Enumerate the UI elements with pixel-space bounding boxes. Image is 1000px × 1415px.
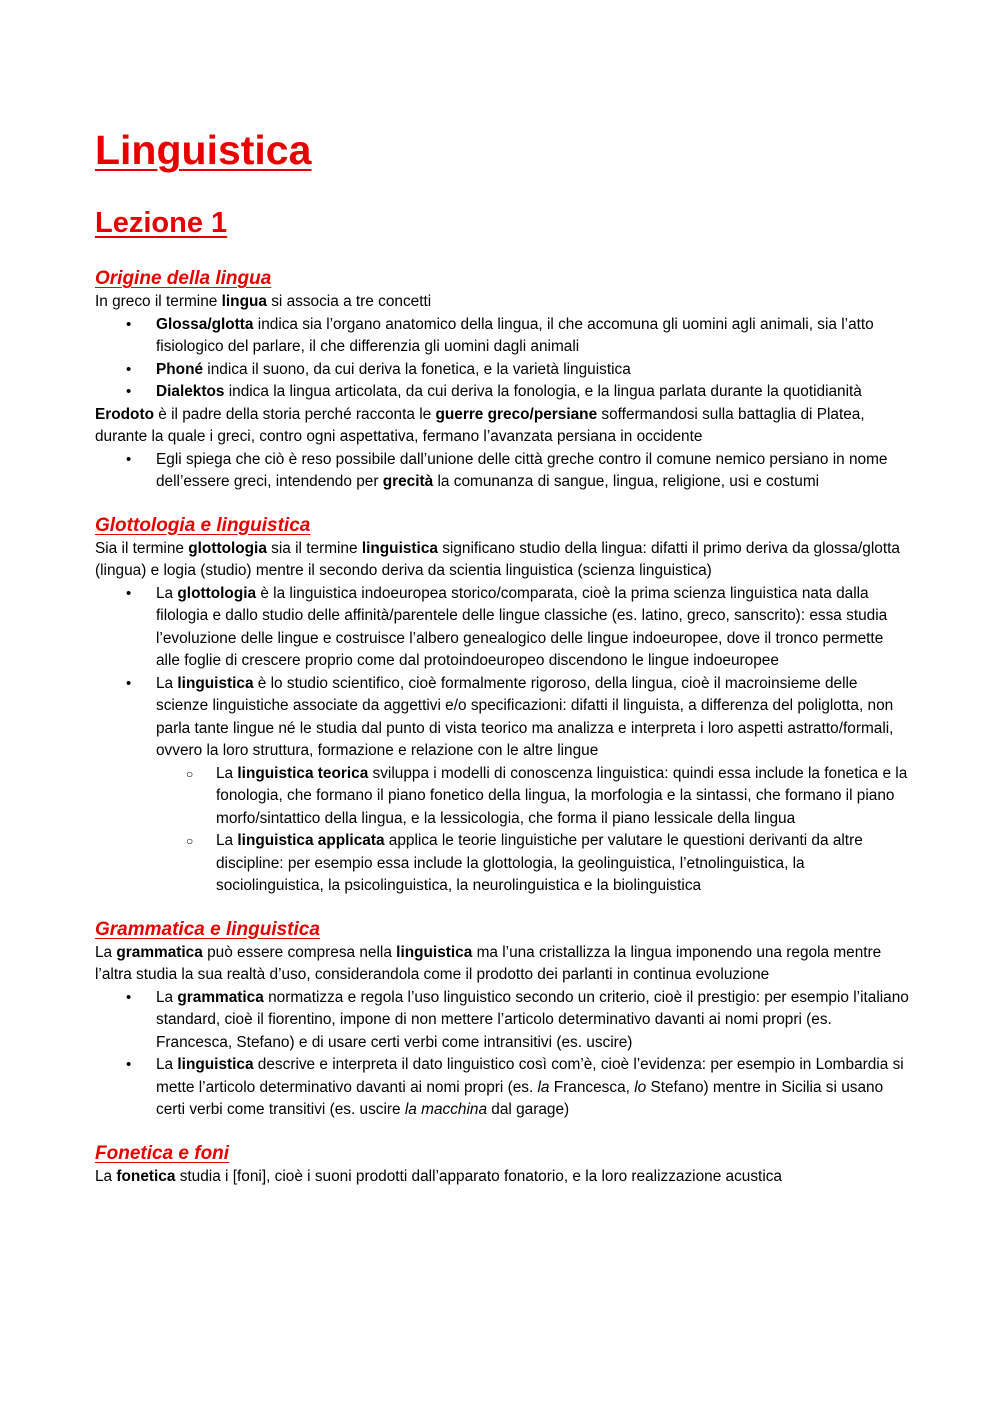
document-title: Linguistica (95, 127, 312, 173)
list-item: • Dialektos indica la lingua articolata, da cui deriva la fonologia, e la lingua parlata durante la quotidianità (95, 381, 910, 404)
sub-list-item: ○ La linguistica applicata applica le teorie linguistiche per valutare le questioni derivanti da altre discipline: per esempio essa include la glottologia, la geolinguistica, l’etnolinguistica, la sociolinguistica, la psicolinguistica, la neurolinguistica e la biolinguistica (156, 830, 910, 898)
list-item: • Phoné indica il suono, da cui deriva la fonetica, e la varietà linguistica (95, 359, 910, 382)
document-page (95, 125, 910, 1188)
bullet-list (95, 987, 910, 1122)
paragraph: La fonetica studia i [foni], cioè i suoni prodotti dall’apparato fonatorio, e la loro realizzazione acustica (95, 1167, 782, 1185)
list-item: • La linguistica è lo studio scientifico, cioè formalmente rigoroso, della lingua, cioè il macroinsieme delle scienze linguistiche associate da aggettivi e/o specificazioni: difatti il linguista, a differenza del poliglotta, non parla tante lingue né le studia dal punto di vista teorico ma analizza e interpreta i loro aspetti astratto/formali, ovvero la loro struttura, formazione e relazione con le altre lingue ○ La linguistica teorica sviluppa i modelli di conoscenza linguistica: quindi essa include la fonetica e la fonologia, che formano il piano fonetico della lingua, la morfologia e la sintassi, che formano il piano morfo/sintattico della lingua, e la lessicologia, che forma il piano lessicale della lingua ○ La linguistica applicata applica le teorie linguistiche per valutare le questioni derivanti da altre discipline: per esempio essa include la glottologia, la geolinguistica, l’etnolinguistica, la sociolinguistica, la psicolinguistica, la neurolinguistica e la biolinguistica (95, 673, 910, 898)
paragraph: La grammatica può essere compresa nella linguistica ma l’una cristallizza la lingua imponendo una regola mentre l’altra studia la sua realtà d’uso, considerandola come il prodotto dei parlanti in continua evoluzione (95, 943, 882, 983)
section-heading-origine: Origine della lingua (95, 268, 272, 289)
paragraph: Sia il termine glottologia sia il termine linguistica significano studio della lingua: difatti il primo deriva da glossa/glotta (lingua) e logia (studio) mentre il secondo deriva da scientia linguistica (scienza linguistica) (95, 539, 900, 579)
list-item: • La glottologia è la linguistica indoeuropea storico/comparata, cioè la prima scienza linguistica nata dalla filologia e dallo studio delle affinità/parentele delle lingue classiche (es. latino, greco, sanscrito): essa studia l’evoluzione delle lingue e costruisce l’albero genealogico delle lingue indoeuropee, dove il tronco permette alle foglie di crescere proprio come dal protoindoeuropeo discendono le lingue indoeuropee (95, 583, 910, 673)
paragraph: In greco il termine lingua si associa a tre concetti (95, 293, 432, 310)
section-heading-grammatica: Grammatica e linguistica (95, 918, 320, 940)
section-heading-glottologia: Glottologia e linguistica (95, 514, 311, 536)
list-item: • Egli spiega che ciò è reso possibile dall’unione delle città greche contro il comune nemico persiano in nome dell’essere greci, intendendo per grecità la comunanza di sangue, lingua, religione, usi e costumi (95, 449, 910, 494)
list-item: • La linguistica descrive e interpreta il dato linguistico così com’è, cioè l’evidenza: per esempio in Lombardia si mette l’articolo determinativo davanti ai nomi propri (es. la Francesca, lo Stefano) mentre in Sicilia si usano certi verbi come transitivi (es. uscire la macchina dal garage) (95, 1054, 910, 1122)
paragraph: Erodoto è il padre della storia perché racconta le guerre greco/persiane soffermandosi sulla battaglia di Platea, durante la quale i greci, contro ogni aspettativa, fermano l’avanzata persiana in occidente (95, 405, 865, 445)
sub-list-item: ○ La linguistica teorica sviluppa i modelli di conoscenza linguistica: quindi essa include la fonetica e la fonologia, che formano il piano fonetico della lingua, la morfologia e la sintassi, che formano il piano morfo/sintattico della lingua, e la lessicologia, che forma il piano lessicale della lingua (156, 763, 910, 831)
lesson-title: Lezione 1 (95, 207, 228, 239)
section-heading-fonetica: Fonetica e foni (95, 1142, 230, 1164)
list-item: • Glossa/glotta indica sia l’organo anatomico della lingua, il che accomuna gli uomini agli animali, sia l’atto fisiologico del parlare, il che differenzia gli uomini dagli animali (95, 314, 910, 359)
bullet-list (95, 583, 910, 898)
bullet-list (95, 314, 910, 404)
list-item: • La grammatica normatizza e regola l’uso linguistico secondo un criterio, cioè il prestigio: per esempio l’italiano standard, cioè il fiorentino, impone di non mettere l’articolo determinativo davanti ai nomi propri (es. Francesca, Stefano) e di usare certi verbi come intransitivi (es. uscire) (95, 987, 910, 1055)
bullet-list (95, 449, 910, 494)
sub-bullet-list (156, 763, 910, 898)
